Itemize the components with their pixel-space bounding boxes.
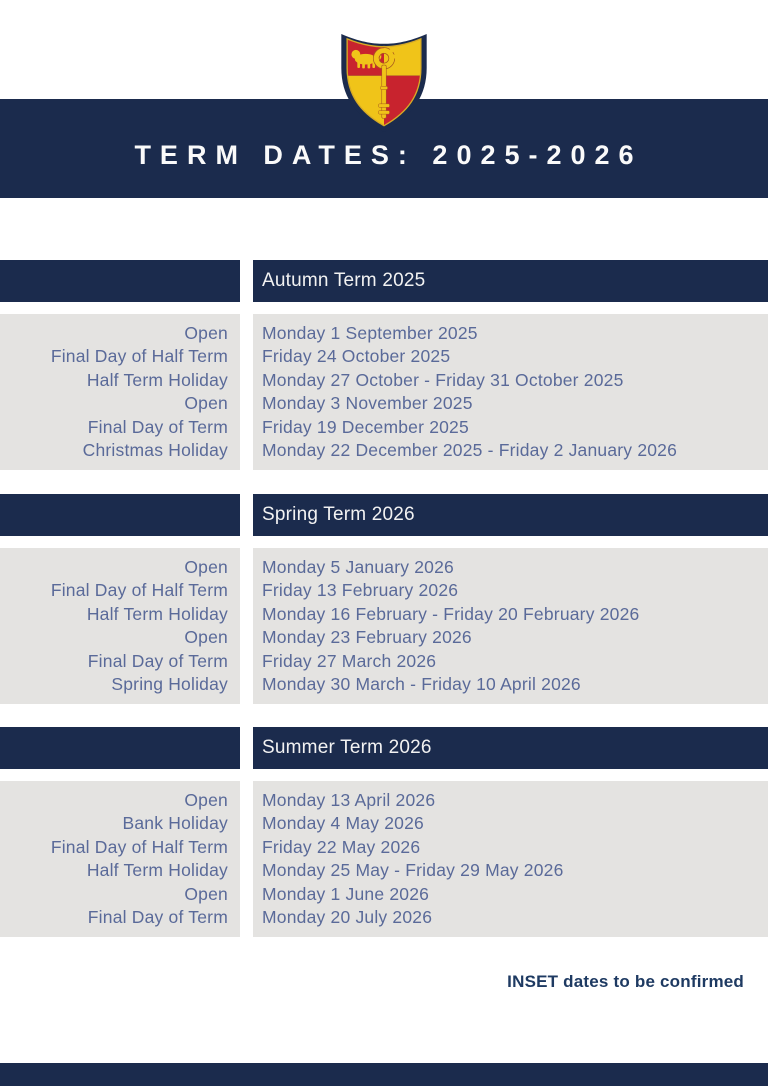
row-date: Monday 5 January 2026 xyxy=(262,557,454,577)
header-bar-left xyxy=(0,727,240,769)
row-date: Monday 25 May - Friday 29 May 2026 xyxy=(262,860,564,881)
dates-column xyxy=(253,548,768,704)
row-label: Half Term Holiday xyxy=(86,860,228,881)
section-body-autumn xyxy=(0,314,768,470)
row-label: Open xyxy=(184,627,228,648)
row-label: Final Day of Term xyxy=(87,416,228,437)
row-date: Friday 27 March 2026 xyxy=(262,650,437,671)
row-label: Half Term Holiday xyxy=(86,369,228,390)
row-label: Bank Holiday xyxy=(122,813,228,834)
row-date: Monday 16 February - Friday 20 February 2026 xyxy=(262,603,640,624)
column-gap xyxy=(240,548,253,704)
labels-column xyxy=(0,781,240,937)
row-label: Christmas Holiday xyxy=(82,440,228,461)
section-title-autumn: Autumn Term 2025 xyxy=(253,260,768,302)
dates-column xyxy=(253,314,768,470)
row-date: Monday 22 December 2025 - Friday 2 January 2026 xyxy=(262,440,678,461)
row-label: Open xyxy=(184,557,228,577)
labels-column xyxy=(0,548,240,704)
section-title-spring: Spring Term 2026 xyxy=(253,494,768,536)
dates-column xyxy=(253,781,768,937)
row-date: Monday 20 July 2026 xyxy=(262,907,433,928)
row-date: Monday 30 March - Friday 10 April 2026 xyxy=(262,674,581,695)
row-date: Friday 19 December 2025 xyxy=(262,416,469,437)
row-label: Final Day of Half Term xyxy=(50,580,228,601)
row-date: Monday 3 November 2025 xyxy=(262,393,473,414)
section-header-autumn xyxy=(0,260,768,302)
row-label: Final Day of Half Term xyxy=(50,836,228,857)
header-bar-left xyxy=(0,260,240,302)
row-label: Open xyxy=(184,790,228,810)
header-bar-left xyxy=(0,494,240,536)
row-date: Monday 1 June 2026 xyxy=(262,883,430,904)
row-label: Final Day of Term xyxy=(87,907,228,928)
section-header-summer xyxy=(0,727,768,769)
row-date: Monday 23 February 2026 xyxy=(262,627,472,648)
school-crest-logo xyxy=(336,29,433,136)
row-label: Open xyxy=(184,883,228,904)
column-gap xyxy=(240,781,253,937)
footer-bar xyxy=(0,1063,768,1086)
inset-note: INSET dates to be confirmed xyxy=(507,972,744,991)
row-label: Spring Holiday xyxy=(111,674,228,695)
column-gap xyxy=(240,314,253,470)
section-body-spring xyxy=(0,548,768,704)
section-header-spring xyxy=(0,494,768,536)
row-label: Open xyxy=(184,393,228,414)
row-date: Monday 1 September 2025 xyxy=(262,323,478,343)
row-date: Friday 24 October 2025 xyxy=(262,346,451,367)
row-label: Open xyxy=(184,323,228,343)
column-gap xyxy=(240,494,253,536)
row-date: Friday 13 February 2026 xyxy=(262,580,459,601)
row-date: Monday 4 May 2026 xyxy=(262,813,424,834)
row-label: Half Term Holiday xyxy=(86,603,228,624)
row-label: Final Day of Term xyxy=(87,650,228,671)
row-label: Final Day of Half Term xyxy=(50,346,228,367)
column-gap xyxy=(240,727,253,769)
section-title-summer: Summer Term 2026 xyxy=(253,727,768,769)
column-gap xyxy=(240,260,253,302)
labels-column xyxy=(0,314,240,470)
row-date: Friday 22 May 2026 xyxy=(262,836,421,857)
row-date: Monday 27 October - Friday 31 October 2025 xyxy=(262,369,624,390)
page-title: TERM DATES: 2025-2026 xyxy=(134,140,643,170)
row-date: Monday 13 April 2026 xyxy=(262,790,436,810)
section-body-summer xyxy=(0,781,768,937)
